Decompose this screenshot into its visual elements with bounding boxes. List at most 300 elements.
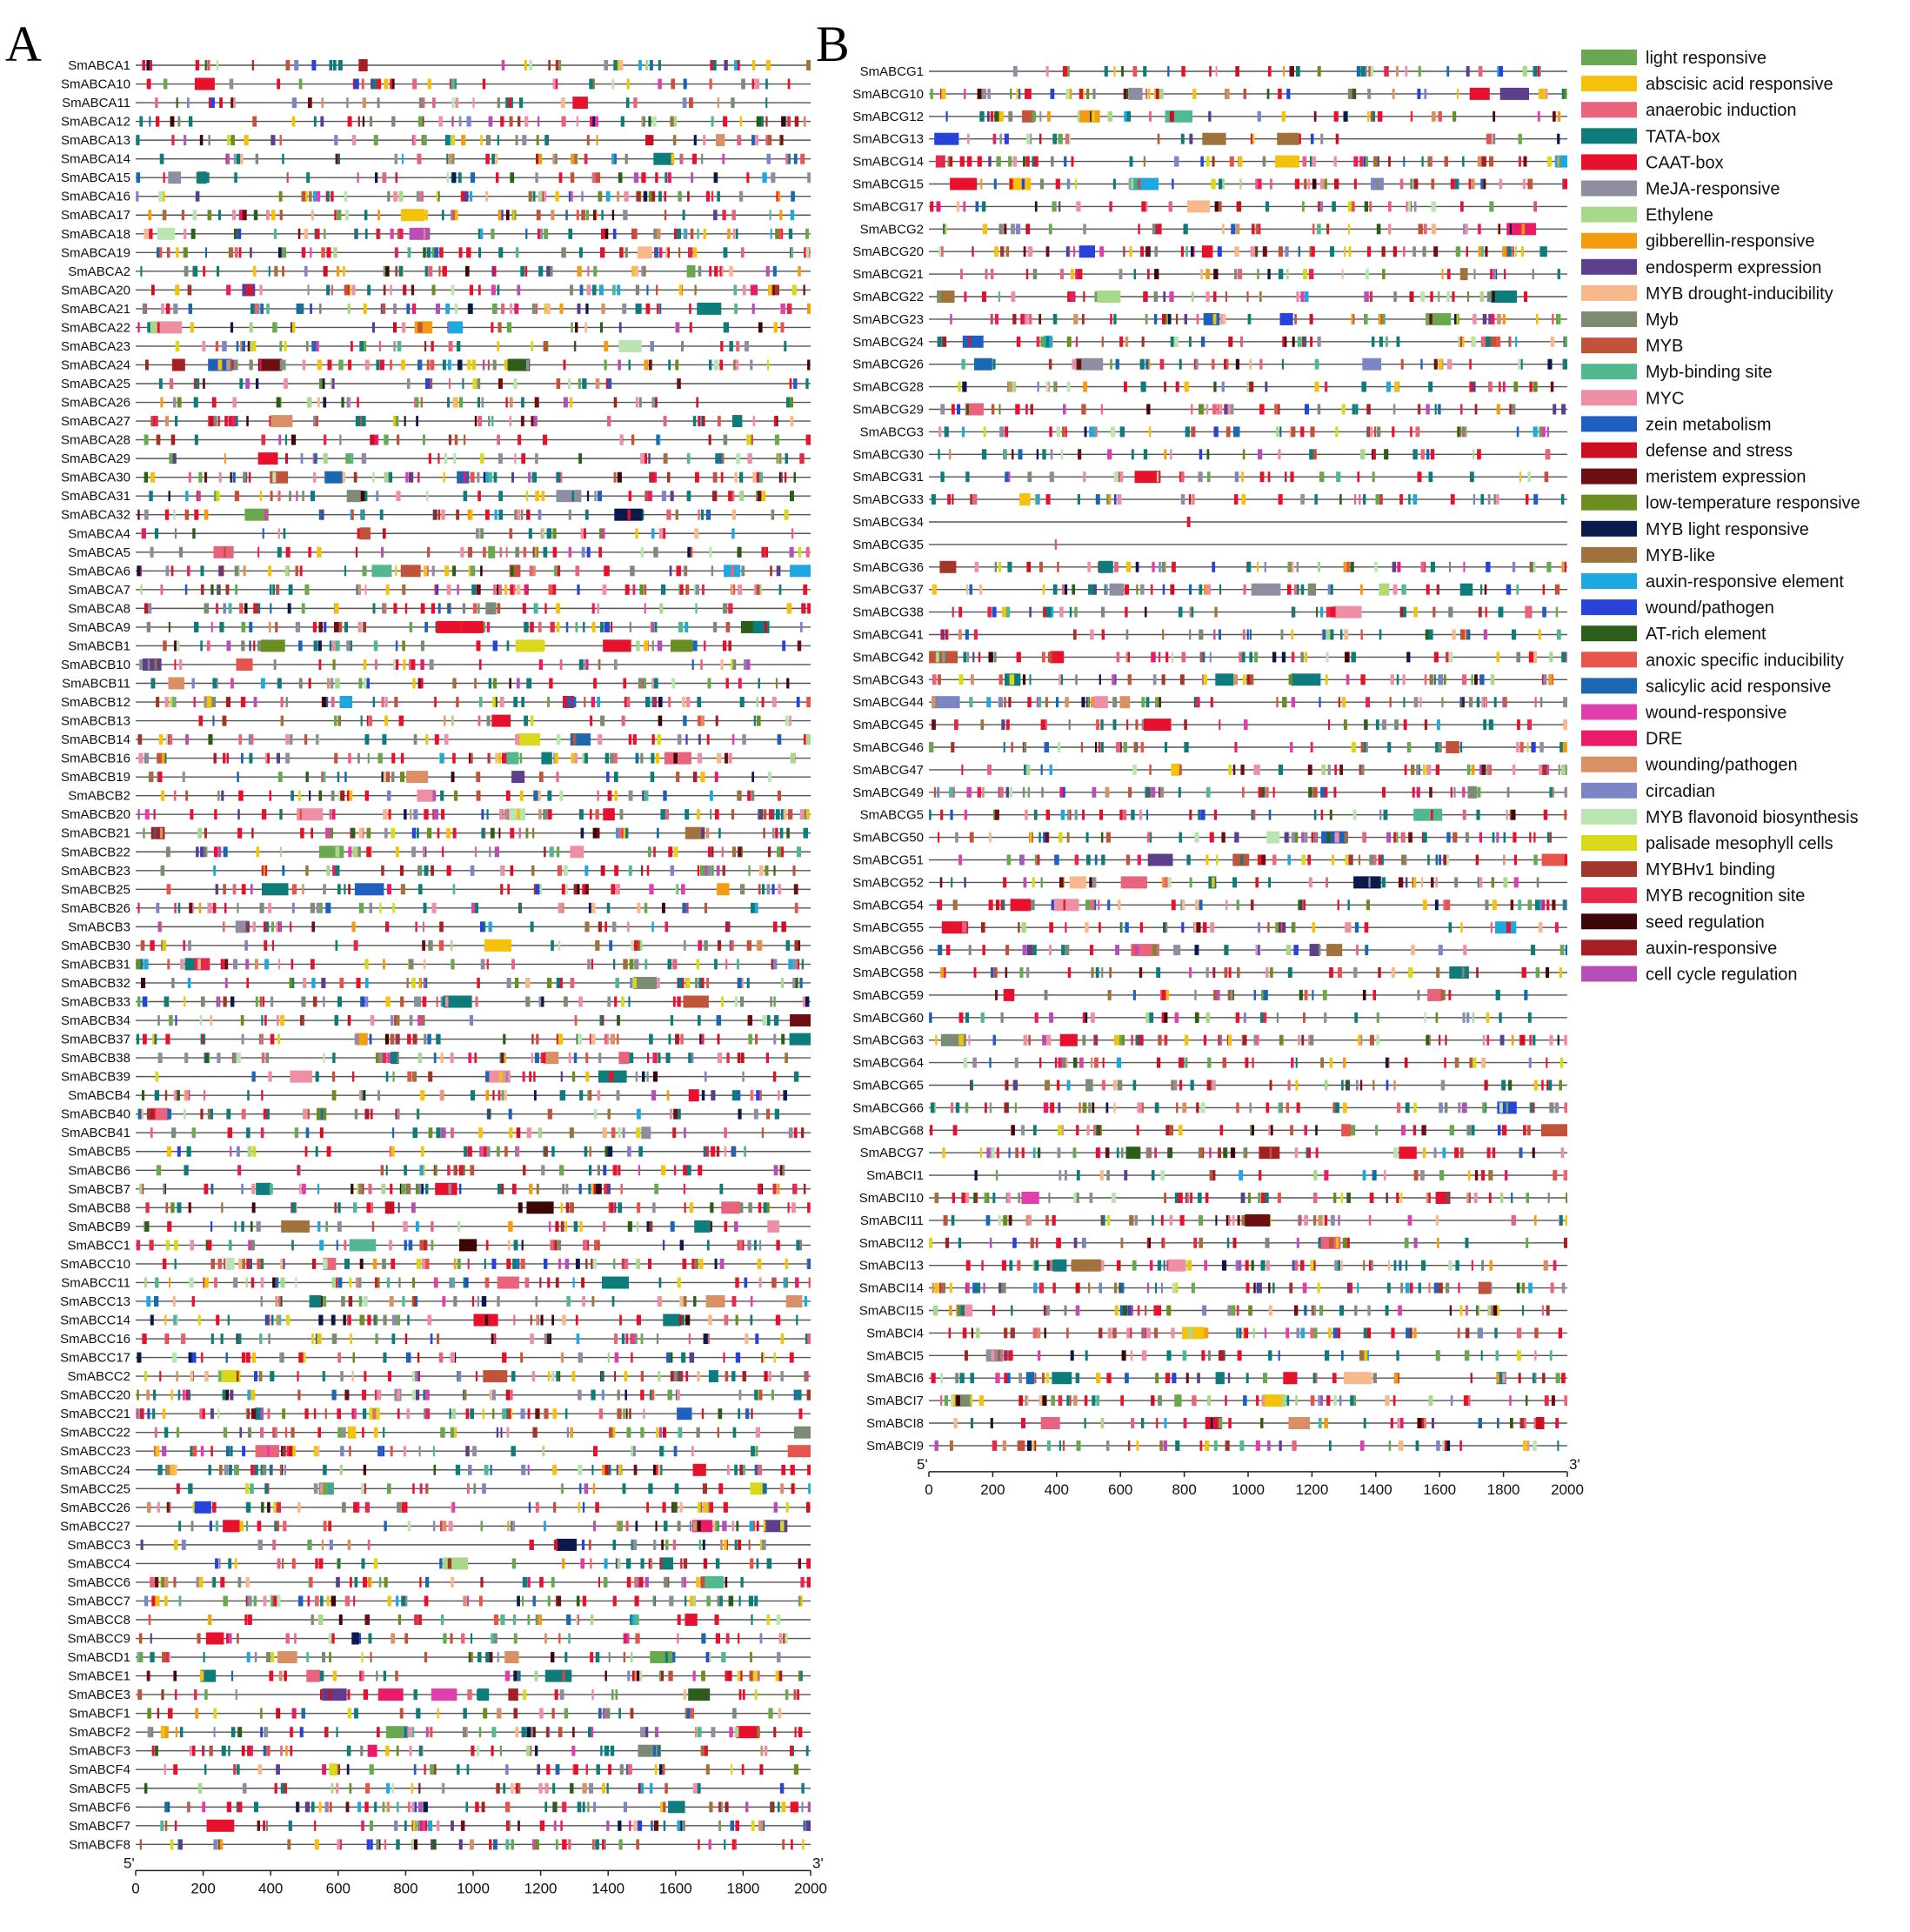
cis-element-mark xyxy=(774,416,777,426)
cis-element-mark xyxy=(344,1240,346,1250)
cis-element-mark xyxy=(738,1109,742,1120)
cis-element-mark xyxy=(227,640,231,651)
cis-element-mark xyxy=(696,585,699,595)
cis-element-mark xyxy=(716,134,725,146)
cis-element-mark xyxy=(1364,157,1366,167)
cis-element-mark xyxy=(204,510,209,520)
cis-element-mark xyxy=(526,510,530,520)
cis-element-mark xyxy=(614,1202,616,1213)
cis-element-mark xyxy=(767,884,771,894)
cis-element-mark xyxy=(668,1390,672,1401)
cis-element-mark xyxy=(248,1427,251,1438)
cis-element-mark xyxy=(361,491,365,501)
cis-element-mark xyxy=(385,1746,390,1756)
cis-element-mark xyxy=(269,453,271,464)
cis-element-mark xyxy=(533,791,538,801)
cis-element-mark xyxy=(1396,66,1399,77)
cis-element-mark xyxy=(707,191,711,202)
cis-element-mark xyxy=(457,1259,461,1269)
cis-element-mark xyxy=(630,959,634,969)
cis-element-mark xyxy=(275,622,277,632)
cis-element-mark xyxy=(411,846,416,857)
cis-element-mark xyxy=(247,1090,250,1100)
cis-element-mark xyxy=(485,1652,490,1662)
cis-element-mark xyxy=(285,734,289,745)
cis-element-mark xyxy=(448,360,451,371)
cis-element-mark xyxy=(473,603,478,613)
cis-element-mark xyxy=(1314,111,1317,122)
cis-element-mark xyxy=(608,1353,610,1363)
cis-element-mark xyxy=(311,1334,314,1344)
cis-element-mark xyxy=(242,284,255,296)
cis-element-mark xyxy=(181,1334,185,1344)
cis-element-mark xyxy=(524,60,527,70)
cis-element-mark xyxy=(474,1053,477,1063)
cis-element-mark xyxy=(348,1427,357,1439)
cis-element-mark xyxy=(578,1465,582,1475)
cis-element-mark xyxy=(685,1596,686,1607)
cis-element-mark xyxy=(648,846,651,857)
cis-element-mark xyxy=(297,1165,300,1175)
cis-element-mark xyxy=(277,753,280,764)
cis-element-mark xyxy=(576,565,580,576)
cis-element-mark xyxy=(142,1090,144,1100)
cis-element-mark xyxy=(603,585,607,595)
cis-element-mark xyxy=(665,1540,668,1550)
cis-element-mark xyxy=(416,416,418,426)
cis-element-mark xyxy=(705,866,708,876)
cis-element-mark xyxy=(310,247,311,257)
cis-element-mark xyxy=(252,60,254,70)
cis-element-mark xyxy=(690,1596,693,1607)
cis-element-mark xyxy=(806,1821,811,1831)
cis-element-mark xyxy=(144,1371,147,1381)
cis-element-mark xyxy=(668,1671,672,1681)
cis-element-mark xyxy=(598,191,603,202)
cis-element-mark xyxy=(705,1746,708,1756)
cis-element-mark xyxy=(528,1577,531,1588)
cis-element-mark xyxy=(601,304,604,314)
cis-element-mark xyxy=(769,284,771,295)
cis-element-mark xyxy=(740,1671,742,1681)
cis-element-mark xyxy=(807,360,810,371)
cis-element-mark xyxy=(1130,178,1159,191)
cis-element-mark xyxy=(619,322,622,332)
cis-element-mark xyxy=(524,117,528,127)
cis-element-mark xyxy=(344,284,348,295)
cis-element-mark xyxy=(501,1427,503,1438)
cis-element-mark xyxy=(352,1371,354,1381)
cis-element-mark xyxy=(785,1689,789,1700)
cis-element-mark xyxy=(579,659,584,670)
cis-element-mark xyxy=(143,658,162,671)
cis-element-mark xyxy=(511,472,514,483)
five-prime-label: 5' xyxy=(124,1855,135,1872)
cis-element-mark xyxy=(678,247,680,257)
cis-element-mark xyxy=(367,828,371,839)
cis-element-mark xyxy=(1373,157,1378,167)
cis-element-mark xyxy=(222,341,227,351)
cis-element-mark xyxy=(611,79,614,90)
cis-element-mark xyxy=(424,622,428,632)
cis-element-mark xyxy=(319,510,322,520)
cis-element-mark xyxy=(184,247,188,257)
cis-element-mark xyxy=(158,1053,163,1063)
cis-element-mark xyxy=(667,1090,670,1100)
cis-element-mark xyxy=(279,191,283,202)
cis-element-mark xyxy=(280,135,282,145)
cis-element-mark xyxy=(249,753,252,764)
cis-element-mark xyxy=(456,510,459,520)
cis-element-mark xyxy=(352,1072,354,1082)
cis-element-mark xyxy=(517,585,521,595)
gene-label: SmABCC6 xyxy=(67,1574,130,1590)
cis-element-mark xyxy=(230,1146,231,1157)
cis-element-mark xyxy=(492,697,496,707)
cis-element-mark xyxy=(322,1764,326,1775)
cis-element-mark xyxy=(404,416,406,426)
cis-element-mark xyxy=(519,903,522,913)
cis-element-mark xyxy=(782,640,785,651)
cis-element-mark xyxy=(353,1596,355,1607)
cis-element-mark xyxy=(269,622,271,632)
x-tick-label: 200 xyxy=(190,1880,216,1897)
cis-element-mark xyxy=(936,156,945,168)
cis-element-mark xyxy=(590,1146,591,1157)
cis-element-mark xyxy=(591,1465,593,1475)
cis-element-mark xyxy=(200,640,203,651)
cis-element-mark xyxy=(362,1390,366,1401)
cis-element-mark xyxy=(797,846,801,857)
cis-element-mark xyxy=(651,528,655,538)
cis-element-mark xyxy=(346,1802,350,1812)
cis-element-mark xyxy=(459,1839,463,1849)
cis-element-mark xyxy=(471,753,473,764)
cis-element-mark xyxy=(560,1689,564,1700)
cis-element-mark xyxy=(725,921,729,932)
cis-element-mark xyxy=(724,435,728,445)
cis-element-mark xyxy=(751,284,754,295)
cis-element-mark xyxy=(806,1558,811,1568)
cis-element-mark xyxy=(690,322,692,332)
cis-element-mark xyxy=(728,491,732,501)
cis-element-mark xyxy=(414,997,417,1007)
cis-element-mark xyxy=(340,1465,343,1475)
cis-element-mark xyxy=(549,1221,551,1232)
cis-element-mark xyxy=(443,997,445,1007)
cis-element-mark xyxy=(292,322,296,332)
cis-element-mark xyxy=(521,453,525,464)
cis-element-mark xyxy=(734,1221,738,1232)
cis-element-mark xyxy=(155,97,157,108)
cis-element-mark xyxy=(544,809,548,819)
cis-element-mark xyxy=(632,1671,635,1681)
cis-element-mark xyxy=(635,1634,639,1644)
cis-element-mark xyxy=(381,866,384,876)
cis-element-mark xyxy=(541,1315,544,1326)
gene-label: SmABCA10 xyxy=(60,77,130,92)
cis-element-mark xyxy=(322,1688,346,1701)
cis-element-mark xyxy=(229,416,232,426)
cis-element-mark xyxy=(190,809,193,819)
cis-element-mark xyxy=(447,172,450,183)
cis-element-mark xyxy=(533,1072,535,1082)
cis-element-mark xyxy=(653,846,656,857)
cis-element-mark xyxy=(208,210,212,220)
cis-element-mark xyxy=(157,1465,162,1475)
cis-element-mark xyxy=(599,1408,603,1419)
cis-element-mark xyxy=(687,547,691,558)
cis-element-mark xyxy=(253,266,257,277)
cis-element-mark xyxy=(435,1165,437,1175)
cis-element-mark xyxy=(683,97,687,108)
cis-element-mark xyxy=(285,1746,288,1756)
cis-element-mark xyxy=(535,1053,539,1063)
cis-element-mark xyxy=(144,1596,148,1607)
cis-element-mark xyxy=(696,398,698,408)
cis-element-mark xyxy=(425,1184,429,1194)
cis-element-mark xyxy=(317,1334,322,1344)
cis-element-mark xyxy=(659,603,663,613)
cis-element-mark xyxy=(724,1353,725,1363)
cis-element-mark xyxy=(230,97,233,108)
cis-element-mark xyxy=(195,78,215,90)
cis-element-mark xyxy=(219,622,224,632)
cis-element-mark xyxy=(632,978,637,988)
cis-element-mark xyxy=(375,172,377,183)
cis-element-mark xyxy=(652,640,654,651)
cis-element-mark xyxy=(160,1821,164,1831)
cis-element-mark xyxy=(258,1764,262,1775)
cis-element-mark xyxy=(726,679,729,689)
cis-element-mark xyxy=(751,435,753,445)
cis-element-mark xyxy=(384,435,388,445)
cis-element-mark xyxy=(649,884,653,894)
cis-element-mark xyxy=(166,1652,169,1662)
gene-label: SmABCC14 xyxy=(60,1313,130,1328)
cis-element-mark xyxy=(332,1390,337,1401)
cis-element-mark xyxy=(336,846,340,857)
cis-element-mark xyxy=(718,828,721,839)
cis-element-mark xyxy=(697,1521,701,1531)
cis-element-mark xyxy=(431,603,435,613)
cis-element-mark xyxy=(286,1315,290,1326)
gene-label: SmABCB5 xyxy=(68,1144,130,1160)
cis-element-mark xyxy=(351,1184,353,1194)
cis-element-mark xyxy=(676,772,679,782)
cis-element-mark xyxy=(223,1520,239,1532)
cis-element-mark xyxy=(163,940,166,951)
cis-element-mark xyxy=(550,266,553,277)
cis-element-mark xyxy=(781,304,785,314)
cis-element-mark xyxy=(604,341,608,351)
cis-element-mark xyxy=(773,1727,776,1737)
cis-element-mark xyxy=(163,1184,164,1194)
cis-element-mark xyxy=(438,117,443,127)
cis-element-mark xyxy=(1542,89,1546,99)
cis-element-mark xyxy=(317,903,321,913)
cis-element-mark xyxy=(353,1502,357,1513)
cis-element-mark xyxy=(804,1821,805,1831)
cis-element-mark xyxy=(653,1596,656,1607)
cis-element-mark xyxy=(477,472,479,483)
cis-element-mark xyxy=(669,1034,671,1045)
cis-element-mark xyxy=(561,1483,564,1494)
cis-element-mark xyxy=(285,753,290,764)
cis-element-mark xyxy=(139,1652,144,1662)
cis-element-mark xyxy=(725,1577,728,1588)
cis-element-mark xyxy=(777,1652,780,1662)
cis-element-mark xyxy=(743,1371,747,1381)
cis-element-mark xyxy=(329,1483,331,1494)
cis-element-mark xyxy=(776,1315,780,1326)
cis-element-mark xyxy=(399,716,404,726)
cis-element-mark xyxy=(709,1370,718,1382)
cis-element-mark xyxy=(526,491,528,501)
cis-element-mark xyxy=(570,398,572,408)
cis-element-mark xyxy=(710,1202,713,1213)
cis-element-mark xyxy=(403,659,405,670)
cis-element-mark xyxy=(297,304,301,314)
cis-element-mark xyxy=(424,903,427,913)
cis-element-mark xyxy=(498,1184,501,1194)
cis-element-mark xyxy=(798,1558,801,1568)
cis-element-mark xyxy=(533,1596,536,1607)
cis-element-mark xyxy=(472,97,474,108)
cis-element-mark xyxy=(678,1109,681,1120)
cis-element-mark xyxy=(758,322,763,332)
cis-element-mark xyxy=(200,1015,203,1026)
cis-element-mark xyxy=(638,60,642,70)
cis-element-mark xyxy=(224,1596,228,1607)
cis-element-mark xyxy=(773,959,778,969)
cis-element-mark xyxy=(583,1783,587,1794)
cis-element-mark xyxy=(804,284,805,295)
cis-element-mark xyxy=(672,959,677,969)
cis-element-mark xyxy=(529,191,532,202)
cis-element-mark xyxy=(199,903,202,913)
cis-element-mark xyxy=(993,134,997,144)
cis-element-mark xyxy=(806,809,810,819)
cis-element-mark xyxy=(741,1577,744,1588)
gene-label: SmABCA15 xyxy=(60,170,130,186)
cis-element-mark xyxy=(562,1671,564,1681)
cis-element-mark xyxy=(1268,66,1272,77)
cis-element-mark xyxy=(379,1053,384,1063)
gene-label: SmABCC16 xyxy=(60,1332,130,1347)
cis-element-mark xyxy=(485,1278,490,1288)
cis-element-mark xyxy=(586,1764,589,1775)
cis-element-mark xyxy=(425,734,428,745)
cis-element-mark xyxy=(446,828,451,839)
cis-element-mark xyxy=(576,1315,578,1326)
cis-element-mark xyxy=(425,1390,430,1401)
cis-element-mark xyxy=(442,210,444,220)
cis-element-mark xyxy=(242,697,245,707)
cis-element-mark xyxy=(468,1465,472,1475)
cis-element-mark xyxy=(166,1240,170,1250)
cis-element-mark xyxy=(698,978,701,988)
cis-element-mark xyxy=(411,978,416,988)
cis-element-mark xyxy=(146,1296,150,1307)
cis-element-mark xyxy=(176,1371,178,1381)
cis-element-mark xyxy=(384,1521,387,1531)
cis-element-mark xyxy=(1275,156,1299,168)
cis-element-mark xyxy=(794,1127,798,1138)
cis-element-mark xyxy=(289,1821,292,1831)
cis-element-mark xyxy=(564,398,568,408)
cis-element-mark xyxy=(522,1596,524,1607)
cis-element-mark xyxy=(244,603,247,613)
cis-element-mark xyxy=(515,1727,518,1737)
cis-element-mark xyxy=(216,1521,218,1531)
cis-element-mark xyxy=(295,1278,297,1288)
cis-element-mark xyxy=(155,416,158,426)
cis-element-mark xyxy=(389,1240,392,1250)
cis-element-mark xyxy=(765,97,767,108)
cis-element-mark xyxy=(807,1390,811,1401)
cis-element-mark xyxy=(794,1764,798,1775)
cis-element-mark xyxy=(645,1727,649,1737)
cis-element-mark xyxy=(424,1802,428,1812)
cis-element-mark xyxy=(251,1184,255,1194)
cis-element-mark xyxy=(786,940,791,951)
cis-element-mark xyxy=(324,229,325,239)
cis-element-mark xyxy=(406,1353,411,1363)
cis-element-mark xyxy=(372,322,375,332)
cis-element-mark xyxy=(689,1089,699,1101)
cis-element-mark xyxy=(364,659,366,670)
cis-element-mark xyxy=(771,229,772,239)
cis-element-mark xyxy=(302,1708,305,1719)
cis-element-mark xyxy=(455,304,458,314)
gene-label: SmABCB4 xyxy=(68,1088,130,1104)
cis-element-mark xyxy=(1368,66,1370,77)
cis-element-mark xyxy=(281,697,284,707)
cis-element-mark xyxy=(407,378,411,389)
cis-element-mark xyxy=(513,378,517,389)
cis-element-mark xyxy=(140,266,142,277)
cis-element-mark xyxy=(558,1727,563,1737)
cis-element-mark xyxy=(361,1821,364,1831)
cis-element-mark xyxy=(334,753,337,764)
cis-element-mark xyxy=(464,491,468,501)
cis-element-mark xyxy=(686,697,691,707)
cis-element-mark xyxy=(386,1783,390,1794)
cis-element-mark xyxy=(684,940,686,951)
cis-element-mark xyxy=(212,1577,216,1588)
cis-element-mark xyxy=(591,1689,594,1700)
cis-element-mark xyxy=(213,866,216,876)
cis-element-mark xyxy=(616,884,620,894)
cis-element-mark xyxy=(1400,179,1404,190)
cis-element-mark xyxy=(186,1390,189,1401)
cis-element-mark xyxy=(624,1652,625,1662)
cis-element-mark xyxy=(478,1296,479,1307)
cis-element-mark xyxy=(1013,157,1018,167)
cis-element-mark xyxy=(497,585,498,595)
cis-element-mark xyxy=(753,416,756,426)
cis-element-mark xyxy=(538,809,541,819)
cis-element-mark xyxy=(609,1652,611,1662)
cis-element-mark xyxy=(754,1390,758,1401)
gene-label: SmABCC10 xyxy=(60,1256,130,1272)
cis-element-mark xyxy=(562,1221,564,1232)
cis-element-mark xyxy=(412,304,416,314)
cis-element-mark xyxy=(177,1483,180,1494)
cis-element-mark xyxy=(600,1746,602,1756)
cis-element-mark xyxy=(493,640,498,651)
